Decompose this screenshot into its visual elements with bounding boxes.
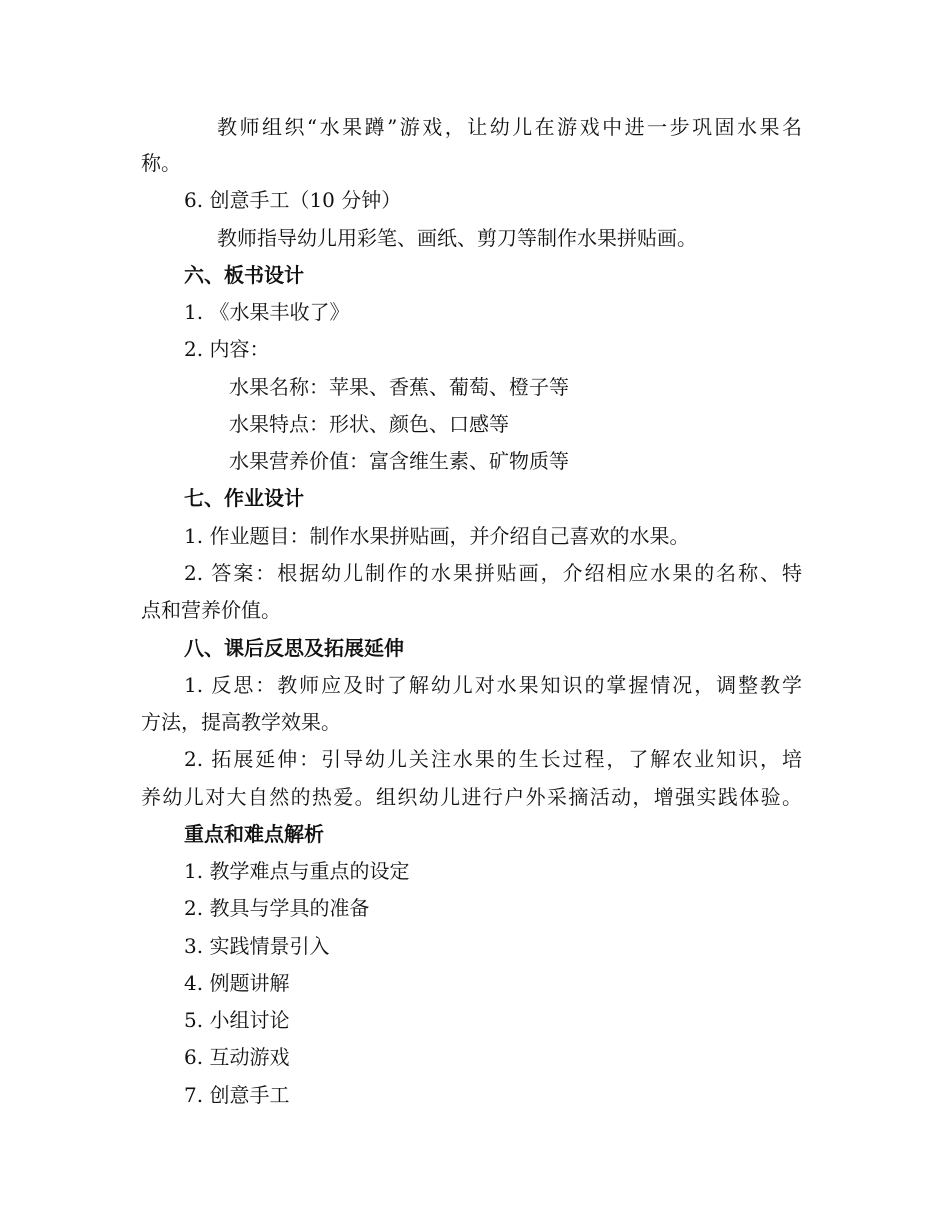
list-item-creative-craft: 6. 创意手工（10 分钟） bbox=[184, 188, 402, 212]
section-heading-board-design: 六、板书设计 bbox=[184, 263, 304, 287]
section-heading-reflection: 八、课后反思及拓展延伸 bbox=[184, 636, 404, 660]
list-item-key-point: 6. 互动游戏 bbox=[184, 1045, 290, 1069]
sub-item-fruit-nutrition: 水果营养价值：富含维生素、矿物质等 bbox=[229, 449, 569, 473]
list-item-board-content: 2. 内容： bbox=[184, 337, 270, 361]
list-item-key-point: 2. 教具与学具的准备 bbox=[184, 896, 370, 920]
list-item-board-title: 1. 《水果丰收了》 bbox=[184, 300, 350, 324]
list-item-homework-topic: 1. 作业题目：制作水果拼贴画，并介绍自己喜欢的水果。 bbox=[184, 524, 690, 548]
list-item-reflection-cont: 方法，提高教学效果。 bbox=[141, 710, 341, 734]
paragraph-craft-description: 教师指导幼儿用彩笔、画纸、剪刀等制作水果拼贴画。 bbox=[217, 226, 697, 250]
section-heading-key-points: 重点和难点解析 bbox=[184, 822, 324, 846]
list-item-extension: 2. 拓展延伸：引导幼儿关注水果的生长过程，了解农业知识，培 bbox=[184, 747, 802, 771]
list-item-key-point: 7. 创意手工 bbox=[184, 1083, 290, 1107]
paragraph-game-description: 教师组织“水果蹲”游戏，让幼儿在游戏中进一步巩固水果名 bbox=[217, 115, 802, 139]
list-item-key-point: 4. 例题讲解 bbox=[184, 971, 290, 995]
list-item-key-point: 5. 小组讨论 bbox=[184, 1008, 290, 1032]
sub-item-fruit-names: 水果名称：苹果、香蕉、葡萄、橙子等 bbox=[229, 375, 569, 399]
list-item-homework-answer: 2. 答案：根据幼儿制作的水果拼贴画，介绍相应水果的名称、特 bbox=[184, 561, 802, 585]
sub-item-fruit-features: 水果特点：形状、颜色、口感等 bbox=[229, 412, 509, 436]
list-item-extension-cont: 养幼儿对大自然的热爱。组织幼儿进行户外采摘活动，增强实践体验。 bbox=[141, 785, 802, 809]
section-heading-homework-design: 七、作业设计 bbox=[184, 486, 304, 510]
list-item-key-point: 1. 教学难点与重点的设定 bbox=[184, 859, 410, 883]
list-item-homework-answer-cont: 点和营养价值。 bbox=[141, 598, 281, 622]
paragraph-game-description-cont: 称。 bbox=[141, 151, 181, 175]
list-item-key-point: 3. 实践情景引入 bbox=[184, 934, 330, 958]
list-item-reflection: 1. 反思：教师应及时了解幼儿对水果知识的掌握情况，调整教学 bbox=[184, 673, 802, 697]
